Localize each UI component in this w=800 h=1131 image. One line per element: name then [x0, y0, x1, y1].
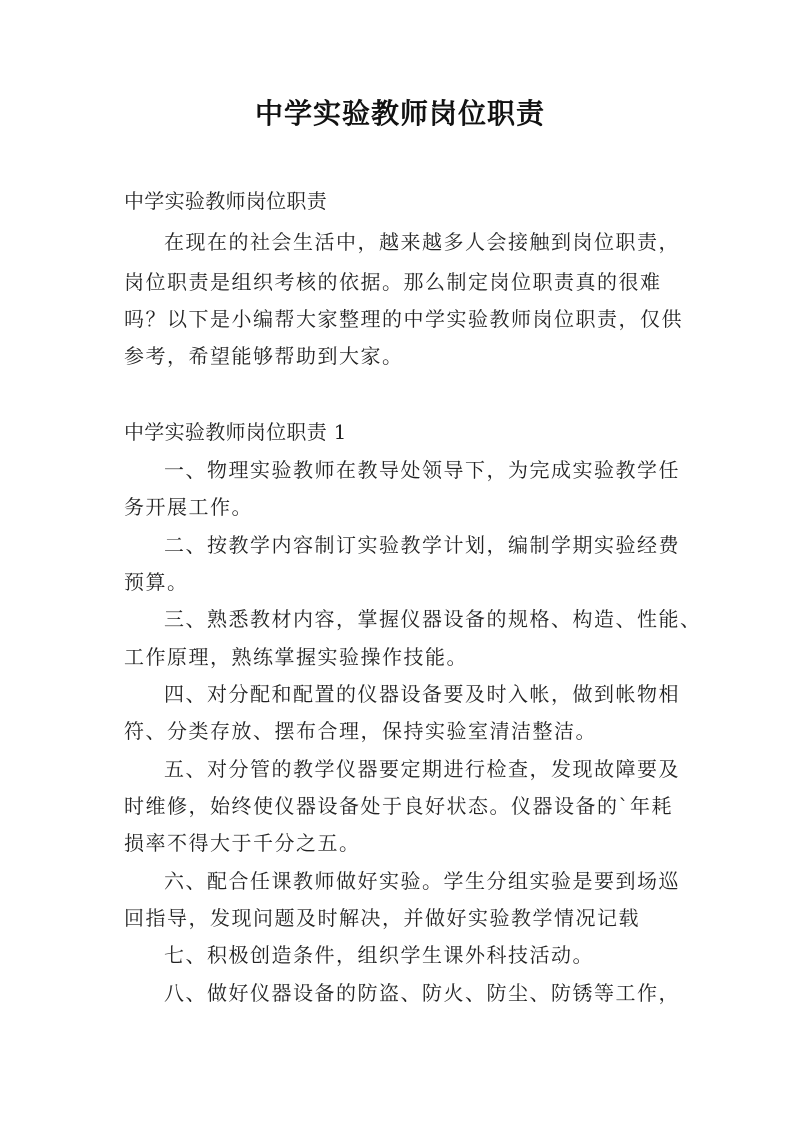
item-line: 符、分类存放、摆布合理，保持实验室清洁整洁。 [124, 719, 597, 743]
item-line: 七、积极创造条件，组织学生课外科技活动。 [164, 943, 594, 967]
item-line: 损率不得大于千分之五。 [124, 831, 361, 855]
item-line: 务开展工作。 [124, 495, 253, 519]
intro-line: 在现在的社会生活中，越来越多人会接触到岗位职责， [164, 230, 680, 254]
item-line: 二、按教学内容制订实验教学计划，编制学期实验经费 [164, 533, 680, 557]
item-line: 一、物理实验教师在教导处领导下，为完成实验教学任 [164, 458, 680, 482]
item-line: 四、对分配和配置的仪器设备要及时入帐，做到帐物相 [164, 682, 680, 706]
item-line: 五、对分管的教学仪器要定期进行检查，发现故障要及 [164, 757, 680, 781]
item-line: 三、熟悉教材内容，掌握仪器设备的规格、构造、性能、 [164, 607, 702, 631]
subtitle: 中学实验教师岗位职责 [124, 189, 327, 213]
item-line: 预算。 [124, 570, 189, 594]
item-line: 工作原理，熟练掌握实验操作技能。 [124, 645, 468, 669]
item-line: 回指导，发现问题及时解决，并做好实验教学情况记载 [124, 906, 640, 930]
page-title: 中学实验教师岗位职责 [254, 97, 545, 130]
section-heading: 中学实验教师岗位职责 1 [124, 420, 347, 444]
item-line: 八、做好仪器设备的防盗、防火、防尘、防锈等工作， [164, 981, 680, 1005]
intro-line: 岗位职责是组织考核的依据。那么制定岗位职责真的很难 [124, 270, 662, 294]
item-line: 时维修，始终使仪器设备处于良好状态。仪器设备的`年耗 [124, 794, 673, 818]
intro-line: 吗？以下是小编帮大家整理的中学实验教师岗位职责，仅供 [124, 307, 683, 331]
item-line: 六、配合任课教师做好实验。学生分组实验是要到场巡 [164, 869, 680, 893]
intro-line: 参考，希望能够帮助到大家。 [124, 344, 404, 368]
